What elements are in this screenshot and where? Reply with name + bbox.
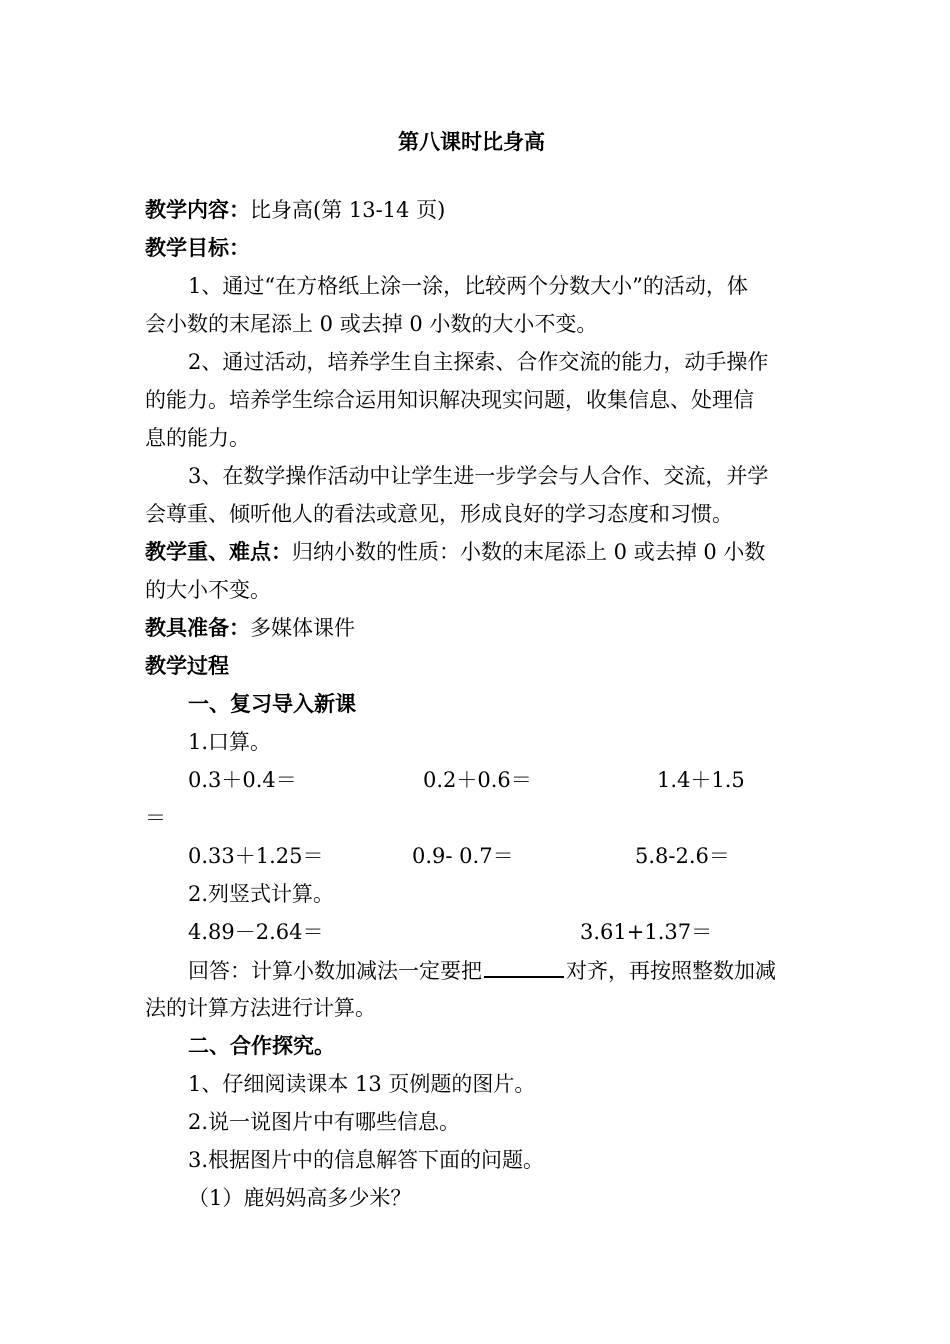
key-points-line2: 的大小不变。	[145, 578, 271, 602]
tools-text: 多媒体课件	[250, 616, 355, 640]
vertical-item: 4.89－2.64＝	[188, 920, 324, 944]
section2-heading: 二、合作探究。	[188, 1034, 335, 1058]
oral-heading: 1.口算。	[188, 730, 272, 754]
answer-pre: 回答：计算小数加减法一定要把	[188, 959, 482, 983]
oral-item: 0.9- 0.7＝	[412, 844, 514, 868]
section1-heading: 一、复习导入新课	[188, 692, 356, 716]
vertical-item: 3.61+1.37＝	[580, 920, 713, 944]
key-points-line1	[145, 538, 765, 566]
goal1-line1: 1、通过“在方格纸上涂一涂，比较两个分数大小”的活动，体	[188, 274, 748, 298]
goal2-line1: 2、通过活动，培养学生自主探索、合作交流的能力，动手操作	[188, 350, 769, 374]
step-item: 1、仔细阅读课本 13 页例题的图片。	[188, 1072, 536, 1096]
step-item: 3.根据图片中的信息解答下面的问题。	[188, 1148, 545, 1172]
content-text: 比身高(第 13-14 页)	[250, 198, 446, 222]
content-label: 教学内容：	[145, 198, 250, 222]
goal3-line1: 3、在数学操作活动中让学生进一步学会与人合作、交流，并学	[188, 464, 769, 488]
oral-item-wrap: ＝	[145, 806, 166, 830]
goal2-line3: 息的能力。	[145, 426, 250, 450]
goals-label: 教学目标：	[145, 236, 250, 260]
tools-line	[145, 614, 355, 642]
step-item: 2.说一说图片中有哪些信息。	[188, 1110, 461, 1134]
vertical-heading: 2.列竖式计算。	[188, 882, 335, 906]
key-points-text: 归纳小数的性质：小数的末尾添上 0 或去掉 0 小数	[292, 540, 766, 564]
oral-item: 5.8-2.6＝	[635, 844, 730, 868]
oral-item: 0.3＋0.4＝	[188, 768, 297, 792]
answer-line1	[188, 956, 776, 985]
oral-item: 0.33＋1.25＝	[188, 844, 324, 868]
content-line	[145, 196, 445, 224]
page-title: 第八课时比身高	[398, 130, 545, 154]
answer-blank	[484, 956, 564, 978]
process-label: 教学过程	[145, 654, 229, 678]
step-item: （1）鹿妈妈高多少米？	[188, 1186, 412, 1210]
answer-post: 对齐，再按照整数加减	[566, 959, 776, 983]
goal1-line2: 会小数的末尾添上 0 或去掉 0 小数的大小不变。	[145, 312, 598, 336]
oral-item: 1.4＋1.5	[657, 768, 745, 792]
answer-line2: 法的计算方法进行计算。	[145, 996, 376, 1020]
key-points-label: 教学重、难点：	[145, 540, 292, 564]
goal2-line2: 的能力。培养学生综合运用知识解决现实问题，收集信息、处理信	[145, 388, 754, 412]
tools-label: 教具准备：	[145, 616, 250, 640]
oral-item: 0.2＋0.6＝	[423, 768, 532, 792]
goal3-line2: 会尊重、倾听他人的看法或意见，形成良好的学习态度和习惯。	[145, 502, 733, 526]
